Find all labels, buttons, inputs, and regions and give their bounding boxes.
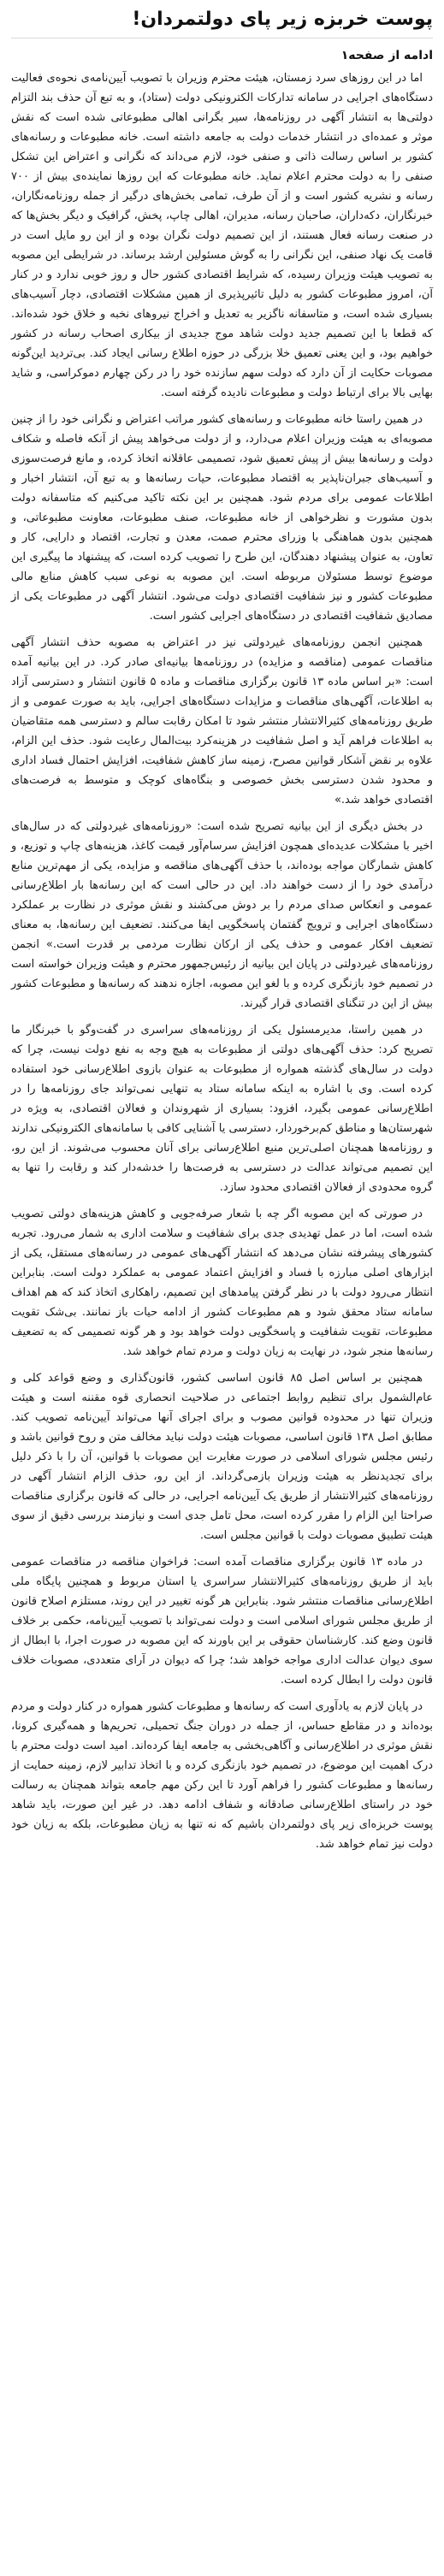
article-headline: پوست خربزه زیر پای دولتمردان! <box>11 7 433 38</box>
article-paragraph: در پایان لازم به یادآوری است که رسانه‌ها و مطبوعات کشور همواره در کنار دولت و مردم بوده‌اند و در مقاطع حساس، از جمله در دوران جنگ تحمیلی، تحریم‌ها و همه‌گیری کرونا، نقش موثری در اطلاع‌رسانی و آگاهی‌بخشی به جامعه ایفا کرده‌اند. امید است دولت محترم با درک اهمیت این موضوع، در تصمیم خود بازنگری کرده و با اتخاذ تدابیر لازم، زمینه حمایت از رسانه‌ها و مطبوعات کشور را فراهم آورد تا این رکن مهم جامعه بتواند همچنان به رسالت خود در راستای اطلاع‌رسانی صادقانه و شفاف ادامه دهد. در غیر این صورت، باید شاهد پوست خربزه‌ای زیر پای دولتمردان باشیم که نه تنها به زیان مطبوعات، بلکه به زیان خود دولت نیز تمام خواهد شد. <box>11 1700 433 1851</box>
article-paragraph: در ماده ۱۳ قانون برگزاری مناقصات آمده است: فراخوان مناقصه در مناقصات عمومی باید از طریق روزنامه‌های کثیرالانتشار سراسری یا استان مربوط و همچنین پایگاه ملی اطلاع‌رسانی مناقصات منتشر شود. بنابراین هر گونه تغییر در این روند، مستلزم اصلاح قانون از طریق مجلس شورای اسلامی است و دولت نمی‌تواند با تصویب آیین‌نامه، حکمی بر خلاف قانون وضع کند. کارشناسان حقوقی بر این باورند که این مصوبه در صورت اجرا، با ابطال از سوی دیوان عدالت اداری مواجه خواهد شد؛ چرا که دیوان در آرای متعددی، مصوبات خلاف قانون دولت را ابطال کرده است. <box>11 1556 433 1687</box>
article-paragraph: همچنین بر اساس اصل ۸۵ قانون اساسی کشور، قانون‌گذاری و وضع قواعد کلی و عام‌الشمول برای تنظیم روابط اجتماعی در صلاحیت انحصاری قوه مقننه است و هیئت وزیران تنها در محدوده قوانین مصوب و برای اجرای آنها می‌تواند آیین‌نامه تصویب کند. مطابق اصل ۱۳۸ قانون اساسی، مصوبات هیئت دولت نباید مخالف متن و روح قوانین باشد و رئیس مجلس شورای اسلامی در صورت مغایرت این مصوبات با قوانین، آن را با ذکر دلیل برای تجدیدنظر به هیئت وزیران بازمی‌گرداند. از این رو، حذف الزام انتشار آگهی در روزنامه‌های کثیرالانتشار از طریق یک آیین‌نامه اجرایی، در حالی که قانون برگزاری مناقصات صراحتا این الزام را مقرر کرده است، محل تامل جدی است و نیازمند بررسی دقیق از سوی هیئت تطبیق مصوبات دولت با قوانین مجلس است. <box>11 1372 434 1542</box>
article-paragraph: در بخش دیگری از این بیانیه تصریح شده است: «روزنامه‌های غیردولتی که در سال‌های اخیر با مشکلات عدیده‌ای همچون افزایش سرسام‌آور قیمت کاغذ، هزینه‌های چاپ و توزیع، و کاهش شمارگان مواجه بوده‌اند، با حذف آگهی‌های مناقصه و مزایده، یکی از مهم‌ترین منابع درآمدی خود را از دست خواهند داد. این در حالی است که این رسانه‌ها بار اطلاع‌رسانی عمومی و انعکاس صدای مردم را بر دوش می‌کشند و نقش موثری در نظارت بر عملکرد دستگاه‌های اجرایی و ترویج گفتمان پاسخگویی ایفا می‌کنند. تضعیف این رسانه‌ها، به معنای تضعیف افکار عمومی و حذف یکی از ارکان نظارت مردمی بر قدرت است.» انجمن روزنامه‌های غیردولتی در پایان این بیانیه از رئیس‌جمهور محترم و هیئت وزیران خواسته است در تصمیم خود بازنگری کرده و با لغو این مصوبه، اجازه ندهند که رسانه‌ها و مطبوعات کشور بیش از این در تنگنای اقتصادی قرار گیرند. <box>11 820 433 1010</box>
article-paragraph: در همین راستا خانه مطبوعات و رسانه‌های کشور مراتب اعتراض و نگرانی خود را از چنین مصوبه‌ای به هیئت وزیران اعلام می‌دارد، و از دولت می‌خواهد پیش از آنکه فاصله و شکاف دولت و رسانه‌ها بیش از پیش تعمیق شود، تصمیمی عاقلانه اتخاذ کرده، و مانع فرصت‌سوزی و آسیب‌های جبران‌ناپذیر به اقتصاد مطبوعات، حیات رسانه‌ها و به تبع آن، انتشار اخبار و اطلاعات عمومی برای مردم شود. همچنین بر این نکته تاکید می‌کنیم که متاسفانه دولت بدون مشورت و نظرخواهی از خانه مطبوعات، صنف مطبوعات، معاونت مطبوعاتی، و همچنین بدون هماهنگی با وزرای محترم صمت، معدن و تجارت، اقتصاد و دارایی، کار و تعاون، به عنوان پیشنهاد دهندگان، این طرح را تصویب کرده است، که پیشنهاد ما پیگیری این موضوع توسط مسئولان مربوطه است. این مصوبه به نوعی سبب کاهش منابع مالی مطبوعات کشور و نیز شفافیت اقتصادی دولت می‌شود. انتشار آگهی در مطبوعات یکی از مصادیق شفافیت اقتصادی در دستگاه‌های اجرایی کشور است. <box>11 413 433 623</box>
continued-from-label: ادامه از صفحه۱ <box>340 49 433 62</box>
article-paragraph: در همین راستا، مدیرمسئول یکی از روزنامه‌های سراسری در گفت‌وگو با خبرنگار ما تصریح کرد: حذف آگهی‌های دولتی از مطبوعات به هیچ وجه به نفع دولت نیست، چرا که دولت در سال‌های گذشته همواره از مطبوعات به عنوان بازوی اطلاع‌رسانی خود استفاده کرده است. وی با اشاره به اینکه سامانه ستاد به تنهایی نمی‌تواند جای روزنامه‌ها را در اطلاع‌رسانی عمومی بگیرد، افزود: بسیاری از شهروندان و فعالان اقتصادی، به ویژه در شهرستان‌ها و مناطق کم‌برخوردار، دسترسی یا آشنایی کافی با سامانه‌های الکترونیکی ندارند و روزنامه‌ها همچنان اصلی‌ترین منبع اطلاع‌رسانی برای آنان محسوب می‌شوند. از این رو، این تصمیم می‌تواند عدالت در دسترسی به فرصت‌ها را خدشه‌دار کند و رقابت را تنها به گروه محدودی از فعالان اقتصادی محدود سازد. <box>11 1024 433 1194</box>
article-body <box>11 68 433 1854</box>
article-paragraph: در صورتی که این مصوبه اگر چه با شعار صرفه‌جویی و کاهش هزینه‌های دولتی تصویب شده است، اما در عمل تهدیدی جدی برای شفافیت و سلامت اداری به شمار می‌رود. تجربه کشورهای پیشرفته نشان می‌دهد که انتشار آگهی‌های عمومی در رسانه‌های مستقل، یکی از ابزارهای اصلی مبارزه با فساد و افزایش اعتماد عمومی به عملکرد دولت است. بنابراین انتظار می‌رود دولت با در نظر گرفتن پیامدهای این تصمیم، راهکاری اتخاذ کند که هم اهداف سامانه ستاد محقق شود و هم مطبوعات کشور از ادامه حیات باز نمانند. بی‌شک تقویت مطبوعات، تقویت شفافیت و پاسخگویی دولت خواهد بود و هر گونه تصمیمی که به تضعیف رسانه‌ها منجر شود، در نهایت به زیان دولت و مردم تمام خواهد شد. <box>11 1208 433 1358</box>
article-paragraph: همچنین انجمن روزنامه‌های غیردولتی نیز در اعتراض به مصوبه حذف انتشار آگهی مناقصات عمومی (مناقصه و مزایده) در روزنامه‌ها بیانیه‌ای صادر کرد. در این بیانیه آمده است: «بر اساس ماده ۱۳ قانون برگزاری مناقصات و ماده ۵ قانون انتشار و دسترسی آزاد به اطلاعات، آگهی‌های مناقصات و مزایدات دستگاه‌های اجرایی، باید به صورت عمومی و از طریق روزنامه‌های کثیرالانتشار منتشر شود تا امکان رقابت سالم و دسترسی همه متقاضیان به اطلاعات فراهم آید و اصل شفافیت در هزینه‌کرد بیت‌المال رعایت شود. حذف این الزام، علاوه بر نقض آشکار قوانین مصرح، زمینه ساز کاهش شفافیت، افزایش احتمال فساد اداری و محدود شدن دسترسی بخش خصوصی و بنگاه‌های کوچک و متوسط به فرصت‌های اقتصادی خواهد شد.» <box>11 636 433 806</box>
article-paragraph: اما در این روزهای سرد زمستان، هیئت محترم وزیران با تصویب آیین‌نامه‌ی نحوه‌ی فعالیت دستگاه‌های اجرایی در سامانه تدارکات الکترونیکی دولت (ستاد)، و به تبع آن حذف بند التزام دولتی‌ها به انتشار آگهی در روزنامه‌ها، سیر بگرانی اهالی مطبوعاتی شده است که نقش موثر و عمده‌ای در انتشار خدمات دولت به جامعه داشته است. خانه مطبوعات و رسانه‌های کشور بر اساس رسالت ذاتی و صنفی خود، لازم می‌داند که نگرانی و اعتراض این تشکل صنفی را به دولت محترم اعلام نماید. خانه مطبوعات که این روزها نماینده‌ی بیش از ۷۰۰ رسانه و نشریه کشور است و از آن طرف، تمامی بخش‌های درگیر از جمله روزنامه‌نگاران، خبرنگاران، دکه‌داران، صاحبان رسانه، مدیران، اهالی چاپ، پخش، گرافیک و دیگر بخش‌ها که در صنعت رسانه فعال هستند، از این تصمیم دولت نگران بوده و از این رو مایل است در قامت یک نهاد صنفی، این نگرانی را به گوش مسئولین ارشد برساند. در شرایطی این مصوبه به تصویب هیئت وزیران رسیده، که شرایط اقتصادی کشور حال و روز خوبی ندارد و در کنار آن، امروز مطبوعات کشور به دلیل تاثیرپذیری از همین مشکلات اقتصادی، دچار آسیب‌های بسیاری شده است، و متاسفانه ناگزیر به تعدیل و اخراج نیروهای نخبه و خلاق خود شده‌اند. که قطعا با این تصمیم جدید دولت شاهد موج جدیدی از بیکاری اصحاب رسانه در کشور خواهیم بود، و این یعنی تعمیق خلا بزرگی در حوزه اطلاع رسانی ایجاد کند. بی‌تردید این‌گونه مصوبات حکایت از آن دارد که دولت سهم سازنده خود را در رکن چهارم دموکراسی، و شاید بهایی بالا برای ارتباط دولت و مطبوعات نادیده گرفته است. <box>11 72 433 399</box>
